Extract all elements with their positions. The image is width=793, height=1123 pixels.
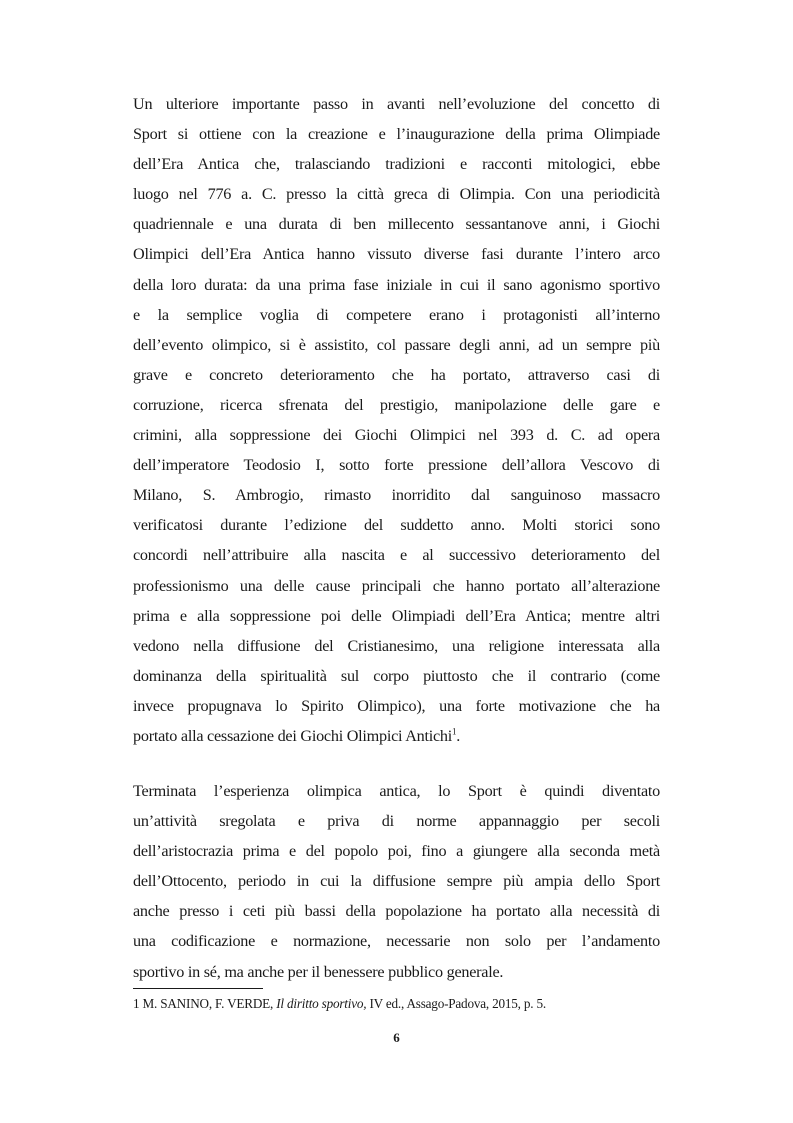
page-number: 6 bbox=[393, 1030, 400, 1045]
footnote-reference[interactable]: 1 bbox=[452, 726, 457, 737]
text-line: dell’Era Antica che, tralasciando tradizioni e racconti mitologici, ebbe bbox=[133, 155, 660, 174]
footnote-authors: M. SANINO, F. VERDE, bbox=[139, 996, 277, 1011]
text-line: Un ulteriore importante passo in avanti nell’evoluzione del concetto di bbox=[133, 95, 660, 113]
text-line: una codificazione e normazione, necessarie non solo per l’andamento bbox=[133, 932, 660, 951]
text-line: corruzione, ricerca sfrenata del prestigio, manipolazione delle gare e bbox=[133, 395, 660, 414]
text-line: quadriennale e una durata di ben millecento sessantanove anni, i Giochi bbox=[133, 215, 660, 234]
text-line: anche presso i ceti più bassi della popolazione ha portato alla necessità di bbox=[133, 902, 660, 921]
footnote-separator bbox=[133, 988, 263, 989]
text-line: dell’aristocrazia prima e del popolo poi, fino a giungere alla seconda metà bbox=[133, 842, 660, 861]
text-line: verificatosi durante l’edizione del suddetto anno. Molti storici sono bbox=[133, 516, 660, 535]
text-line: e la semplice voglia di competere erano i protagonisti all’interno bbox=[133, 305, 660, 324]
text-line-last bbox=[133, 721, 660, 751]
text-line: concordi nell’attribuire alla nascita e al successivo deterioramento del bbox=[133, 546, 660, 565]
text-line: Terminata l’esperienza olimpica antica, lo Sport è quindi diventato bbox=[133, 782, 660, 800]
text-line: dominanza della spiritualità sul corpo piuttosto che il contrario (come bbox=[133, 666, 660, 685]
text-line: luogo nel 776 a. C. presso la città greca di Olimpia. Con una periodicità bbox=[133, 185, 660, 204]
text-line: vedono nella diffusione del Cristianesimo, una religione interessata alla bbox=[133, 636, 660, 655]
footnote-1 bbox=[133, 996, 546, 1012]
paragraph-2 bbox=[133, 776, 660, 987]
text-line: portato alla cessazione dei Giochi Olimpici Antichi bbox=[133, 726, 452, 745]
text-line: Olimpici dell’Era Antica hanno vissuto diverse fasi durante l’intero arco bbox=[133, 245, 660, 264]
text-line: crimini, alla soppressione dei Giochi Olimpici nel 393 d. C. ad opera bbox=[133, 426, 660, 445]
text-line: Sport si ottiene con la creazione e l’inaugurazione della prima Olimpiade bbox=[133, 125, 660, 144]
text-line: grave e concreto deterioramento che ha portato, attraverso casi di bbox=[133, 365, 660, 384]
text-line: professionismo una delle cause principali che hanno portato all’alterazione bbox=[133, 576, 660, 595]
text-line: dell’Ottocento, periodo in cui la diffusione sempre più ampia dello Sport bbox=[133, 872, 660, 891]
text-line: della loro durata: da una prima fase iniziale in cui il sano agonismo sportivo bbox=[133, 275, 660, 294]
text-line: dell’imperatore Teodosio I, sotto forte pressione dell’allora Vescovo di bbox=[133, 456, 660, 475]
footnote-details: IV ed., Assago-Padova, 2015, p. 5. bbox=[366, 996, 546, 1011]
text-line: dell’evento olimpico, si è assistito, col passare degli anni, ad un sempre più bbox=[133, 335, 660, 354]
footnote-title: Il diritto sportivo, bbox=[276, 996, 367, 1011]
footnote-number: 1 bbox=[133, 996, 140, 1011]
text-line: invece propugnava lo Spirito Olimpico), una forte motivazione che ha bbox=[133, 696, 660, 715]
end-punctuation: . bbox=[456, 726, 461, 745]
text-line: un’attività sregolata e priva di norme appannaggio per secoli bbox=[133, 812, 660, 831]
paragraph-1 bbox=[133, 89, 660, 751]
text-line: sportivo in sé, ma anche per il benessere pubblico generale. bbox=[133, 962, 504, 981]
text-line: Milano, S. Ambrogio, rimasto inorridito dal sanguinoso massacro bbox=[133, 486, 660, 505]
text-line: prima e alla soppressione poi delle Olimpiadi dell’Era Antica; mentre altri bbox=[133, 606, 660, 625]
